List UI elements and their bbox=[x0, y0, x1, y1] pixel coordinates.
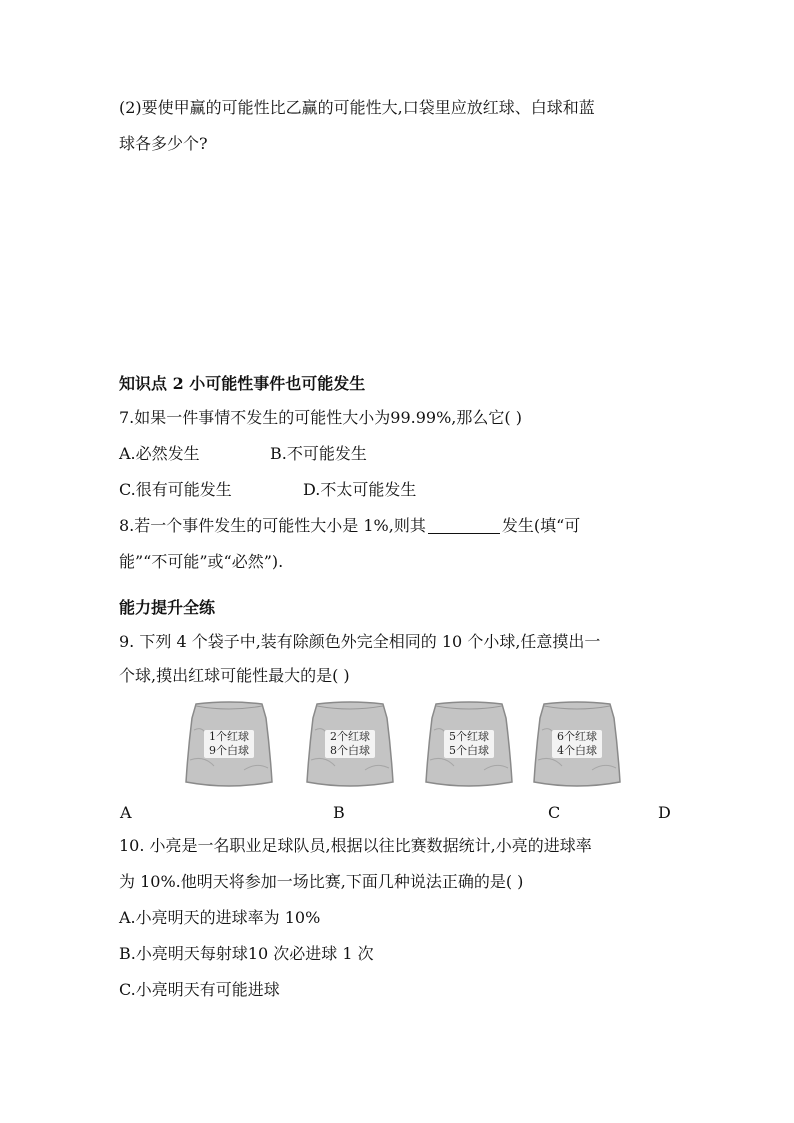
q10-stem-line2: 为 10%.他明天将参加一场比赛,下面几种说法正确的是( ) bbox=[119, 872, 524, 891]
q10-option-b: B.小亮明天每射球10 次必进球 1 次 bbox=[119, 944, 374, 963]
q8-stem-before: 8.若一个事件发生的可能性大小是 1%,则其 bbox=[119, 516, 426, 535]
q8-stem-after: 发生(填“可 bbox=[501, 516, 581, 535]
bag-image-a bbox=[184, 700, 274, 790]
q10-option-a: A.小亮明天的进球率为 10% bbox=[119, 908, 321, 927]
q8-stem-line2: 能”“不可能”或“必然”). bbox=[119, 552, 284, 571]
bag-d-red-count: 6个红球 bbox=[557, 730, 597, 743]
q7-option-a: A.必然发生 bbox=[119, 444, 200, 463]
bag-image-c bbox=[424, 700, 514, 790]
q10-stem-line1: 10. 小亮是一名职业足球队员,根据以往比赛数据统计,小亮的进球率 bbox=[119, 836, 592, 855]
bag-option-letter-a: A bbox=[120, 803, 132, 822]
q9-stem-line1: 9. 下列 4 个袋子中,装有除颜色外完全相同的 10 个小球,任意摸出一 bbox=[119, 632, 601, 651]
bag-label-c bbox=[444, 730, 494, 758]
q7-option-d: D.不太可能发生 bbox=[303, 480, 417, 499]
bag-b-red-count: 2个红球 bbox=[330, 730, 370, 743]
bag-image-d bbox=[532, 700, 622, 790]
q9-stem-line2: 个球,摸出红球可能性最大的是( ) bbox=[119, 666, 350, 685]
bag-c-red-count: 5个红球 bbox=[449, 730, 489, 743]
bag-label-d bbox=[552, 730, 602, 758]
q7-option-c: C.很有可能发生 bbox=[119, 480, 232, 499]
bag-b-white-count: 8个白球 bbox=[330, 744, 370, 757]
bag-option-letter-b: B bbox=[333, 803, 345, 822]
q8-stem-line1 bbox=[119, 514, 580, 538]
section-heading-knowledge-point-2: 知识点 2 小可能性事件也可能发生 bbox=[119, 374, 366, 393]
section-heading-ability-improvement: 能力提升全练 bbox=[119, 598, 216, 617]
bag-option-letter-c: C bbox=[548, 803, 561, 822]
q7-stem: 7.如果一件事情不发生的可能性大小为99.99%,那么它( ) bbox=[119, 408, 522, 427]
bag-c-white-count: 5个白球 bbox=[449, 744, 489, 757]
bag-label-b bbox=[325, 730, 375, 758]
bag-a-white-count: 9个白球 bbox=[209, 744, 249, 757]
q7-option-b: B.不可能发生 bbox=[270, 444, 367, 463]
bag-label-a bbox=[204, 730, 254, 758]
bag-a-red-count: 1个红球 bbox=[209, 730, 249, 743]
bag-d-white-count: 4个白球 bbox=[557, 744, 597, 757]
q6-part2-line1: (2)要使甲赢的可能性比乙赢的可能性大,口袋里应放红球、白球和蓝 bbox=[119, 98, 595, 117]
q6-part2-line2: 球各多少个? bbox=[119, 134, 208, 153]
bag-option-letter-d: D bbox=[658, 803, 671, 822]
q8-answer-blank[interactable] bbox=[428, 517, 500, 534]
q10-option-c: C.小亮明天有可能进球 bbox=[119, 980, 280, 999]
bag-image-b bbox=[305, 700, 395, 790]
